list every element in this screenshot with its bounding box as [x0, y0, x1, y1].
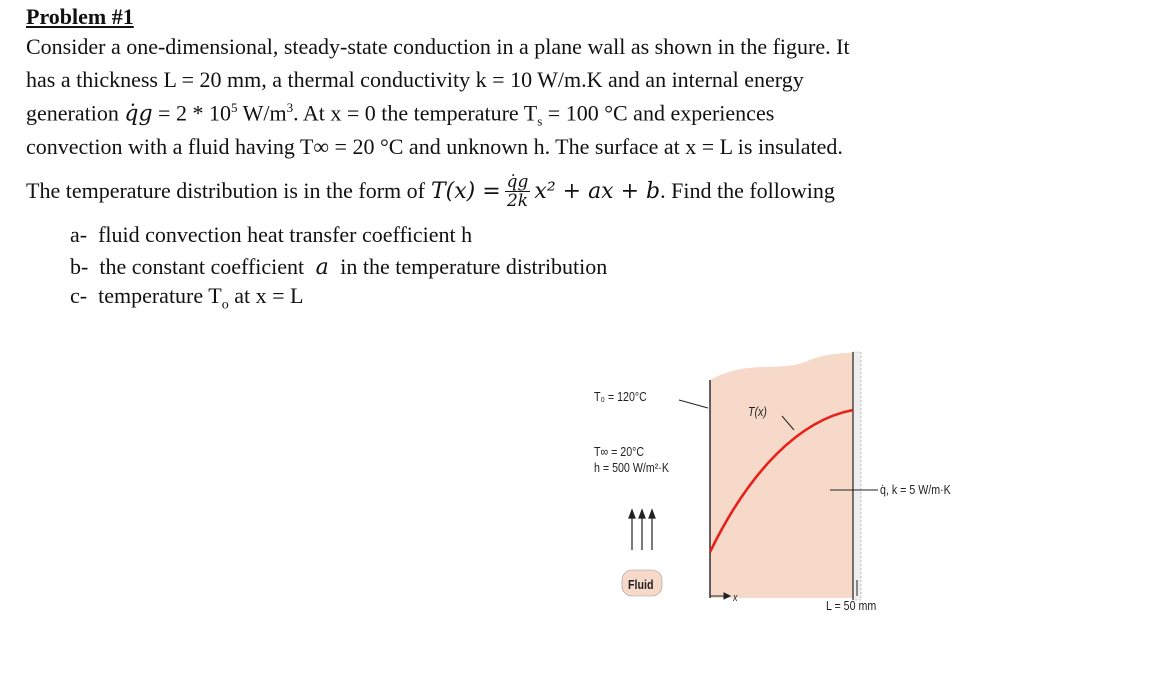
tinf-label: T∞ = 20°C [594, 444, 645, 459]
formula-rhs: x² + ax + b [534, 178, 661, 204]
problem-line-5: The temperature distribution is in the form of T(x) = $\frac{q̇g}{2k}$ x² + ax + b . Find the following [26, 171, 835, 211]
question-c: c- temperature $T_o$ at x = L [70, 283, 304, 313]
qg-symbol: q̇g [124, 101, 153, 127]
problem-line-2: has a thickness L = 20 mm, a thermal conductivity k = 10 W/m.K and an internal energy [26, 67, 804, 92]
h-label: h = 500 W/m²·K [594, 460, 669, 475]
plane-wall-figure [560, 340, 920, 630]
fluid-flow-arrows [629, 510, 655, 550]
question-b: b- the constant coefficient a in the temperature distribution [70, 254, 608, 280]
fluid-label: Fluid [628, 577, 654, 592]
problem-line-1: Consider a one-dimensional, steady-state conduction in a plane wall as shown in the figure. It [26, 34, 850, 59]
formula-fraction: $\frac{q̇g}{2k}$ [506, 171, 529, 211]
wall-body [710, 352, 856, 598]
tx-label: T(x) [748, 404, 767, 419]
problem-line-4: convection with a fluid having T∞ = 20 °C and unknown h. The surface at x = L is insulated. [26, 134, 843, 159]
formula-lhs: T(x) = [430, 178, 501, 204]
problem-title: Problem #1 [26, 4, 134, 29]
length-label: L = 50 mm [826, 598, 877, 613]
question-a: a- fluid convection heat transfer coefficient h [70, 222, 473, 247]
problem-line-3: generation q̇g = $2 * 10^5$ $W/m^3$. At x = 0 the temperature $T_s = 100$ °C and experiences [26, 100, 775, 129]
insulation-strip [853, 352, 861, 600]
x-label: x [733, 592, 738, 604]
generation-word: generation [26, 100, 119, 126]
qk-label: q̇, k = 5 W/m·K [880, 482, 951, 497]
to-label: T₀ = 120°C [594, 389, 647, 404]
